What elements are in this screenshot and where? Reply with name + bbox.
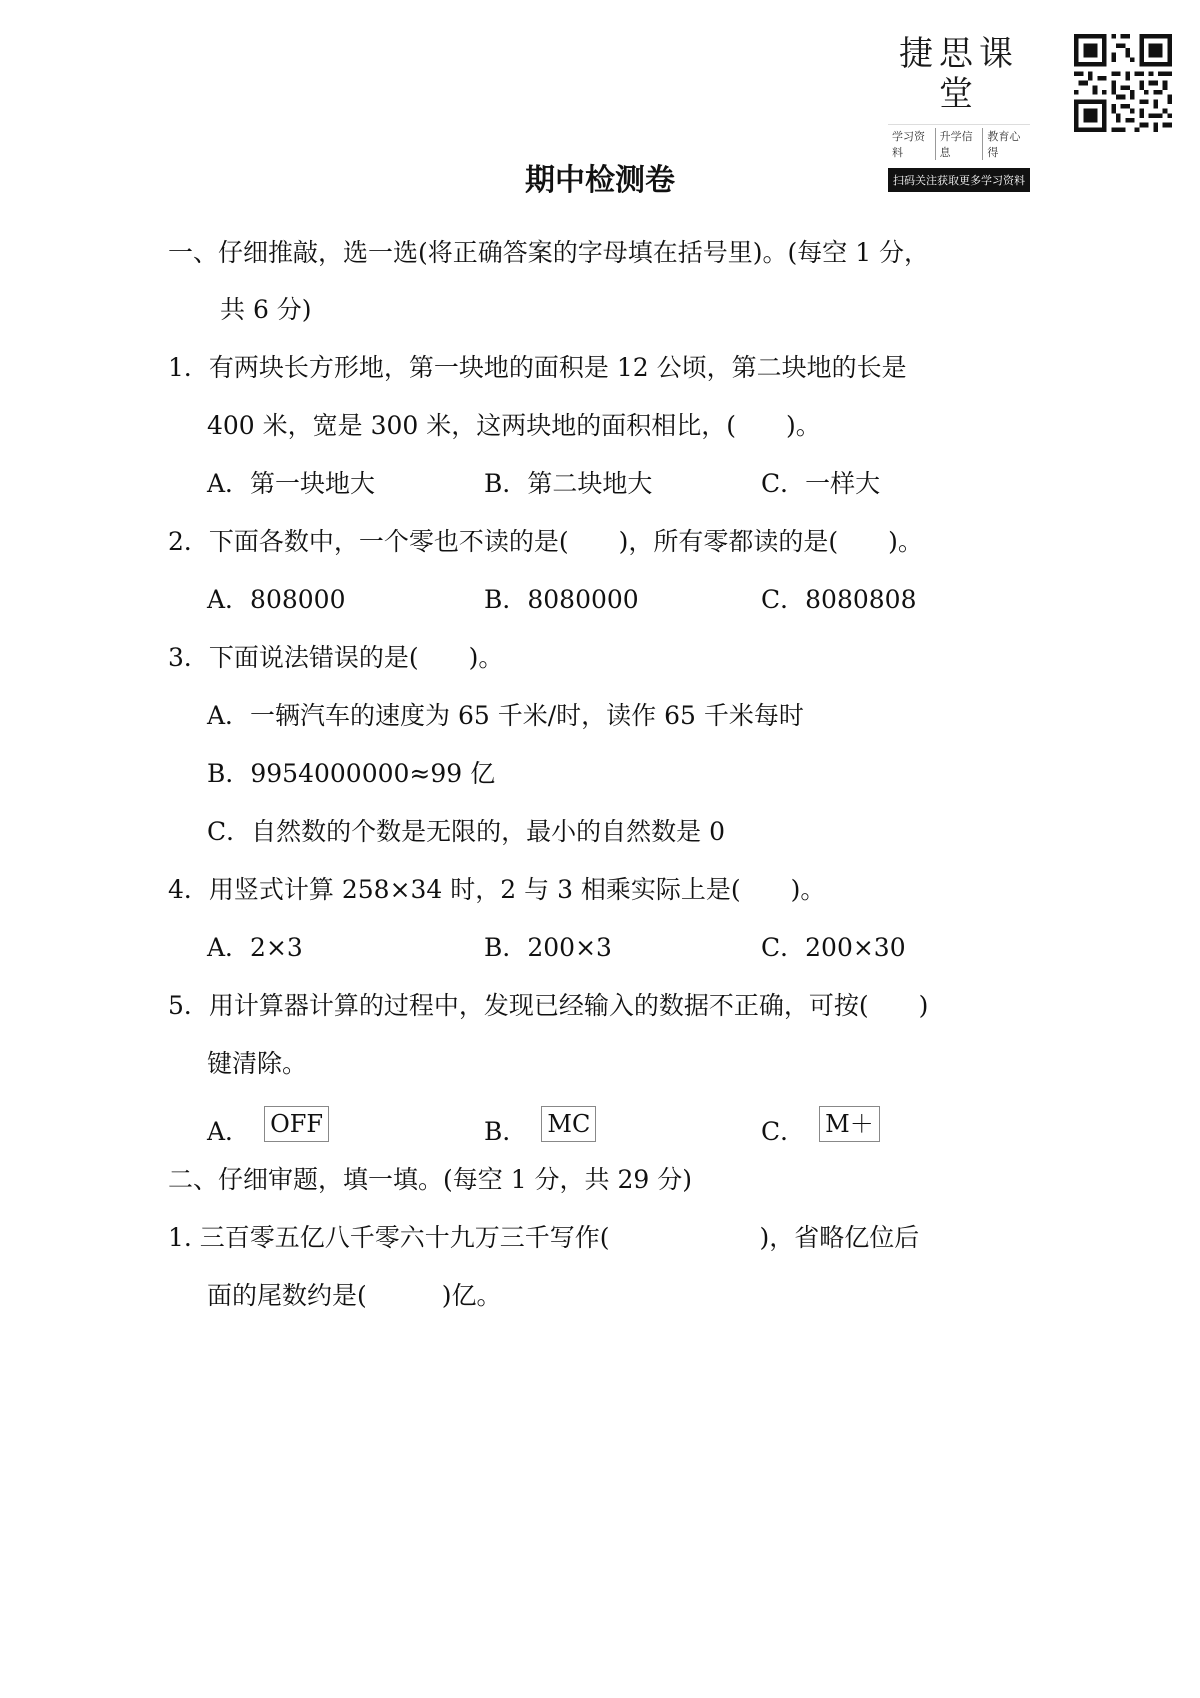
question-2-text: 2．下面各数中，一个零也不读的是( )，所有零都读的是( )。	[168, 527, 923, 556]
brand-banner: 扫码关注获取更多学习资料	[888, 168, 1030, 192]
question-2-option-c: C．8080808	[761, 585, 917, 614]
question-5-text: 5．用计算器计算的过程中，发现已经输入的数据不正确，可按( )	[168, 991, 929, 1020]
question-4-text: 4．用竖式计算 258×34 时，2 与 3 相乘实际上是( )。	[168, 875, 826, 904]
question-4-option-b: B．200×3	[484, 933, 612, 962]
calculator-key-m-plus: M＋	[819, 1106, 880, 1142]
option-prefix: C．	[761, 1117, 806, 1146]
question-5-text-cont: 键清除。	[207, 1049, 308, 1078]
calculator-key-off: OFF	[264, 1106, 329, 1142]
question-1-text-cont: 400 米，宽是 300 米，这两块地的面积相比，( )。	[207, 411, 821, 440]
option-prefix: A．	[207, 1117, 251, 1146]
question-3-option-b: B．9954000000≈99 亿	[207, 759, 496, 788]
calculator-key-mc: MC	[541, 1106, 596, 1142]
section-2-question-1-text-cont: 面的尾数约是( )亿。	[207, 1281, 502, 1310]
brand-tag: 教育心得	[987, 130, 1021, 159]
question-2-option-a: A．808000	[207, 585, 346, 614]
section-1-heading: 一、仔细推敲，选一选(将正确答案的字母填在括号里)。(每空 1 分，	[168, 238, 930, 267]
qr-code-icon	[1074, 34, 1172, 132]
question-1-option-a: A．第一块地大	[207, 469, 376, 498]
option-prefix: B．	[484, 1117, 528, 1146]
question-2-option-b: B．8080000	[484, 585, 639, 614]
question-3-option-c: C．自然数的个数是无限的，最小的自然数是 0	[207, 817, 725, 846]
question-5-option-c	[761, 1110, 880, 1150]
question-5-option-a	[207, 1110, 329, 1150]
question-4-option-c: C．200×30	[761, 933, 906, 962]
question-4-option-a: A．2×3	[207, 933, 303, 962]
question-3-option-a: A．一辆汽车的速度为 65 千米/时，读作 65 千米每时	[207, 701, 804, 730]
page-title: 期中检测卷	[525, 163, 675, 198]
brand-title: 捷思课堂	[899, 34, 1019, 114]
brand-tag: 升学信息	[936, 128, 984, 160]
section-1-heading-cont: 共 6 分)	[220, 295, 312, 324]
section-2-heading: 二、仔细审题，填一填。(每空 1 分，共 29 分)	[168, 1165, 693, 1194]
question-3-text: 3．下面说法错误的是( )。	[168, 643, 504, 672]
brand-tag: 学习资料	[888, 128, 936, 160]
question-5-option-b	[484, 1110, 596, 1150]
question-1-option-b: B．第二块地大	[484, 469, 653, 498]
section-2-question-1-text: 1. 三百零五亿八千零六十九万三千写作( )，省略亿位后	[168, 1223, 920, 1252]
question-1-option-c: C．一样大	[761, 469, 881, 498]
question-1-text: 1．有两块长方形地，第一块地的面积是 12 公顷，第二块地的长是	[168, 353, 907, 382]
